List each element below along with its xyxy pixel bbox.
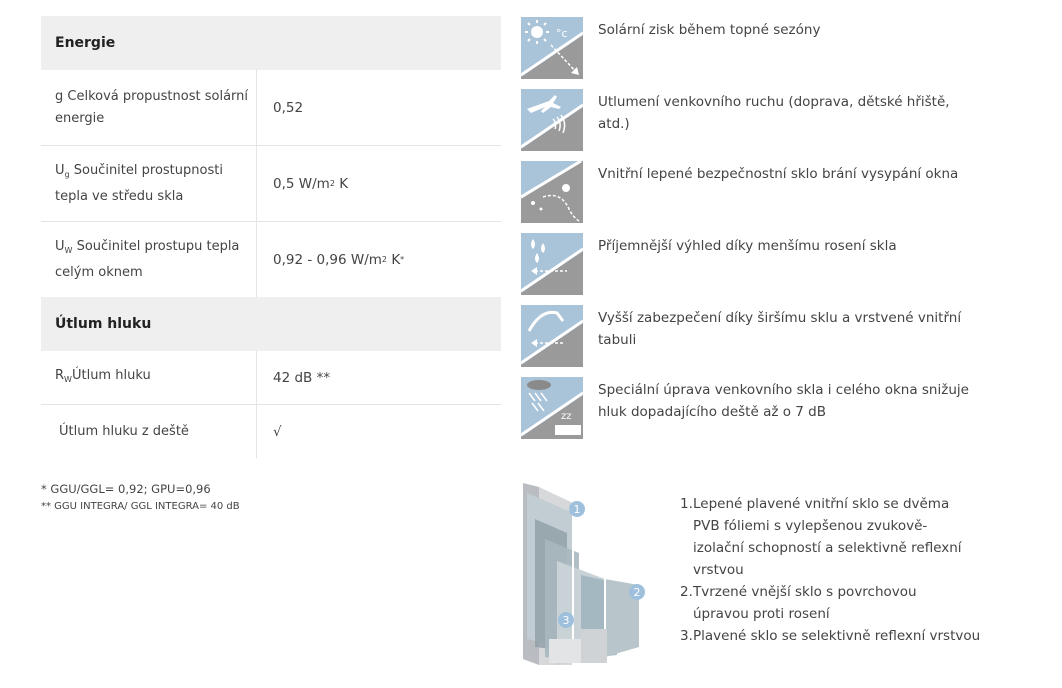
- security-crowbar-icon: [521, 305, 583, 367]
- feature-text: Speciální úprava venkovního skla i celého okna snižuje hluk dopadajícího deště až o 7 dB: [598, 382, 969, 420]
- footnote: * GGU/GGL= 0,92; GPU=0,96: [41, 482, 211, 496]
- feature-text: Vnitřní lepené bezpečnostní sklo brání vysypání okna: [598, 166, 959, 182]
- glass-layers-legend: [680, 493, 993, 647]
- row-value: 0,92 - 0,96 W/m 2 K *: [273, 251, 405, 268]
- table-row: [41, 70, 501, 146]
- rain-noise-icon: [521, 377, 583, 439]
- footnotes: [41, 481, 240, 515]
- row-value: 0,52: [273, 99, 304, 116]
- energy-heading: Energie: [41, 16, 501, 70]
- svg-text:1: 1: [573, 503, 581, 516]
- row-value: 42 dB **: [273, 369, 331, 386]
- marker-3-icon: [556, 610, 576, 630]
- list-item: 3. Plavené sklo se selektivně reflexní vrstvou: [680, 628, 981, 644]
- row-label: $U_W$ Součinitel prostupu tepla celým oknem: [41, 222, 257, 297]
- list-item: [521, 305, 1041, 367]
- row-label: g Celková propustnost solární energie: [41, 70, 257, 145]
- row-value: √: [273, 423, 282, 440]
- list-item: 2. Tvrzené vnější sklo s povrchovou úpravou proti rosení: [680, 584, 917, 622]
- feature-text: Vyšší zabezpečení díky širšímu sklu a vrstvené vnitřní tabuli: [598, 310, 962, 348]
- list-item: [521, 377, 1041, 439]
- table-row: [41, 146, 501, 222]
- list-item: [521, 17, 1041, 79]
- svg-text:3: 3: [562, 614, 570, 627]
- svg-text:°c: °c: [556, 27, 568, 40]
- list-item: [521, 89, 1041, 151]
- row-label: $R_WÚtlum$ hluku: [41, 351, 257, 404]
- svg-text:zz: zz: [561, 411, 572, 422]
- footnote: ** GGU INTEGRA/ GGL INTEGRA= 40 dB: [41, 501, 240, 512]
- marker-1-icon: [567, 499, 587, 519]
- table-row: [41, 351, 501, 405]
- row-label: $U_g$ Součinitel prostupnosti tepla ve středu skla: [41, 146, 257, 221]
- list-item: [521, 161, 1041, 223]
- safety-glass-icon: [521, 161, 583, 223]
- list-item: [521, 233, 1041, 295]
- feature-text: Solární zisk během topné sezóny: [598, 22, 821, 38]
- solar-gain-icon: [521, 17, 583, 79]
- table-row: [41, 222, 501, 297]
- spec-table: [41, 16, 501, 458]
- condensation-icon: [521, 233, 583, 295]
- airplane-noise-icon: [521, 89, 583, 151]
- svg-text:2: 2: [633, 586, 641, 599]
- row-label: Útlum hluku z deště: [41, 405, 257, 458]
- row-value: 0,5 W/m 2 K: [273, 175, 349, 192]
- table-row: [41, 405, 501, 458]
- marker-2-icon: [627, 582, 647, 602]
- feature-text: Příjemnější výhled díky menšímu rosení skla: [598, 238, 897, 254]
- feature-text: Utlumení venkovního ruchu (doprava, dětské hřiště, atd.): [598, 94, 950, 132]
- list-item: 1. Lepené plavené vnitřní sklo se dvěma PVB fóliemi s vylepšenou zvukově-izolační schopností a selektivně reflexní vrstvou: [680, 496, 962, 578]
- noise-heading: Útlum hluku: [41, 297, 501, 351]
